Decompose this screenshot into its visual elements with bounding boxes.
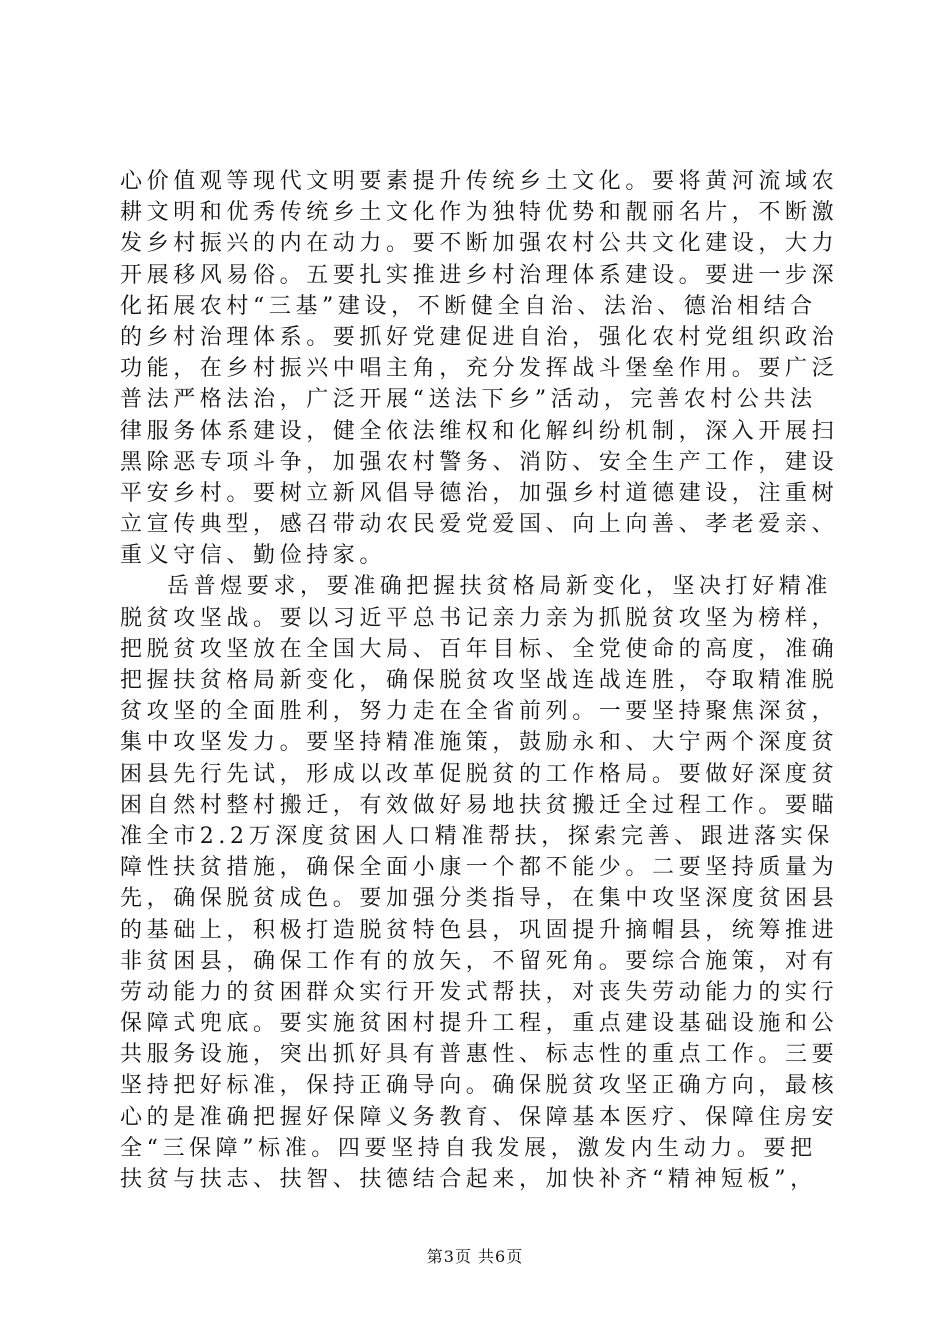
text-line: 普法严格法治，广泛开展“送法下乡”活动，完善农村公共法	[120, 387, 817, 413]
page-number-footer: 第3页 共6页	[426, 1247, 524, 1266]
text-line: 困自然村整村搬迁，有效做好易地扶贫搬迁全过程工作。要瞄	[120, 792, 839, 818]
paragraph-start-line: 岳普煜要求，要准确把握扶贫格局新变化，坚决打好精准	[167, 574, 833, 600]
text-line: 黑除恶专项斗争，加强农村警务、消防、安全生产工作，建设	[120, 449, 839, 475]
text-line: 坚持把好标准，保持正确导向。确保脱贫攻坚正确方向，最核	[120, 1073, 839, 1099]
text-line: 劳动能力的贫困群众实行开发式帮扶，对丧失劳动能力的实行	[120, 979, 839, 1005]
text-line: 扶贫与扶志、扶智、扶德结合起来，加快补齐“精神短板”，	[120, 1167, 817, 1192]
text-line: 共服务设施，突出抓好具有普惠性、标志性的重点工作。三要	[120, 1042, 839, 1068]
text-line: 全“三保障”标准。四要坚持自我发展，激发内生动力。要把	[120, 1135, 817, 1161]
text-line: 心的是准确把握好保障义务教育、保障基本医疗、保障住房安	[120, 1104, 839, 1130]
text-line: 的基础上，积极打造脱贫特色县，巩固提升摘帽县，统筹推进	[120, 917, 839, 943]
text-line: 发乡村振兴的内在动力。要不断加强农村公共文化建设，大力	[120, 231, 839, 257]
text-line: 非贫困县，确保工作有的放矢，不留死角。要综合施策，对有	[120, 948, 839, 974]
text-line: 把握扶贫格局新变化，确保脱贫攻坚战连战连胜，夺取精准脱	[120, 668, 839, 693]
text-line: 准全市2.2万深度贫困人口精准帮扶，探索完善、跟进落实保	[120, 823, 834, 849]
text-line: 脱贫攻坚战。要以习近平总书记亲力亲为抓脱贫攻坚为榜样，	[120, 605, 839, 631]
text-line: 耕文明和优秀传统乡土文化作为独特优势和靓丽名片，不断激	[120, 200, 839, 226]
text-line: 障性扶贫措施，确保全面小康一个都不能少。二要坚持质量为	[120, 855, 839, 881]
text-line: 贫攻坚的全面胜利，努力走在全省前列。一要坚持聚焦深贫，	[120, 699, 839, 725]
text-line: 重义守信、勤俭持家。	[120, 543, 387, 569]
text-line: 集中攻坚发力。要坚持精准施策，鼓励永和、大宁两个深度贫	[120, 730, 839, 756]
text-line: 化拓展农村“三基”建设，不断健全自治、法治、德治相结合	[120, 293, 817, 319]
text-line: 开展移风易俗。五要扎实推进乡村治理体系建设。要进一步深	[120, 262, 839, 288]
text-line: 立宣传典型，感召带动农民爱党爱国、向上向善、孝老爱亲、	[120, 512, 839, 538]
text-line: 平安乡村。要树立新风倡导德治，加强乡村道德建设，注重树	[120, 480, 839, 506]
text-line: 保障式兜底。要实施贫困村提升工程，重点建设基础设施和公	[120, 1011, 839, 1037]
text-line: 功能，在乡村振兴中唱主角，充分发挥战斗堡垒作用。要广泛	[120, 356, 839, 382]
document-body	[120, 166, 840, 1195]
text-line: 把脱贫攻坚放在全国大局、百年目标、全党使命的高度，准确	[120, 636, 839, 662]
text-line: 心价值观等现代文明要素提升传统乡土文化。要将黄河流域农	[120, 169, 839, 194]
text-line: 先，确保脱贫成色。要加强分类指导，在集中攻坚深度贫困县	[120, 886, 839, 912]
text-line: 困县先行先试，形成以改革促脱贫的工作格局。要做好深度贫	[120, 761, 839, 787]
text-line: 律服务体系建设，健全依法维权和化解纠纷机制，深入开展扫	[120, 418, 839, 444]
text-line: 的乡村治理体系。要抓好党建促进自治，强化农村党组织政治	[120, 324, 839, 350]
